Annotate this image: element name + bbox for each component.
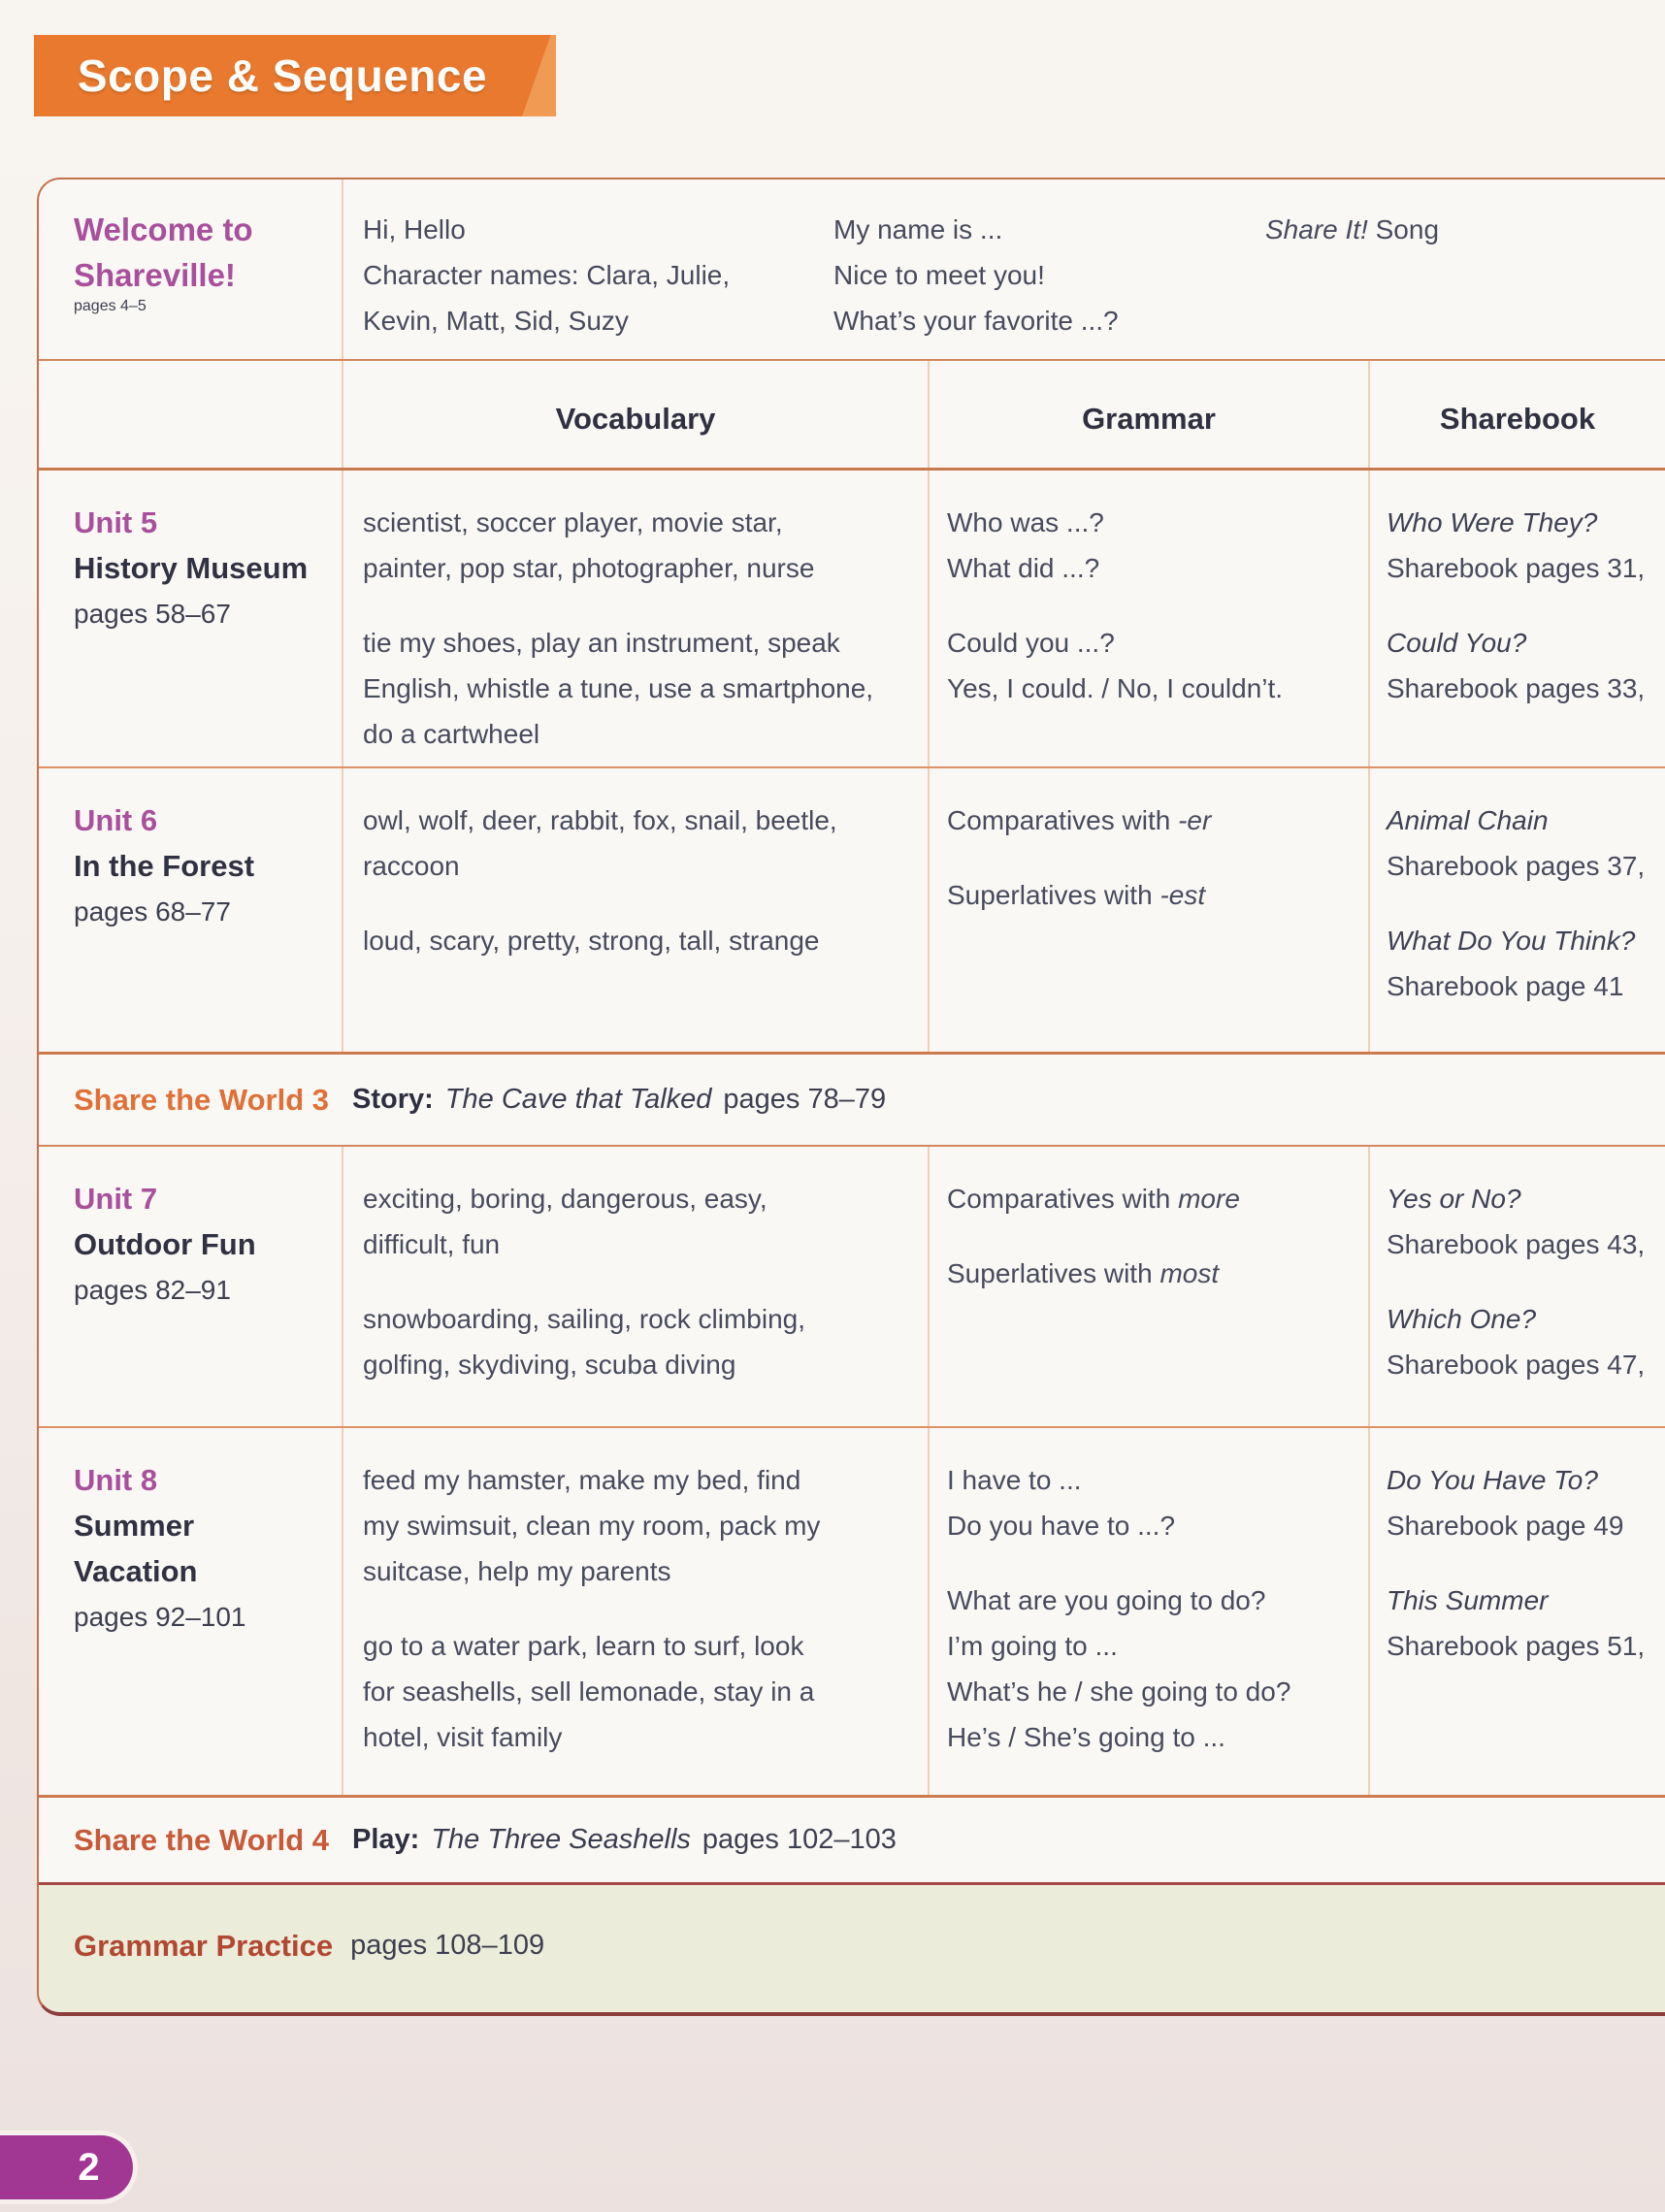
band-heading: Share the World 3 [74,1082,329,1117]
grammar-paragraph [947,1176,1360,1221]
sharebook-pages: Sharebook pages 31, [1387,553,1646,583]
welcome-pages: pages 4–5 [74,298,147,314]
sharebook-entry [1387,1296,1665,1387]
scope-sequence-table [37,178,1665,2016]
unit-5-sharebook-cell [1368,471,1665,766]
unit-6-sharebook-cell [1368,768,1665,1052]
grammar-term: -er [1178,805,1212,835]
header-grammar: Grammar [928,361,1368,468]
unit-7-grammar-cell [928,1147,1368,1426]
grammar-text: Comparatives with [947,1184,1179,1214]
unit-title: In the Forest [74,849,255,883]
vocabulary-paragraph: exciting, boring, dangerous, easy, difficult, fun [363,1184,767,1259]
song-label: Song [1367,214,1440,244]
grammar-paragraph: Could you ...? Yes, I could. / No, I couldn’t. [947,628,1284,703]
unit-6-vocabulary-cell [342,768,928,1052]
sharebook-title: What Do You Think? [1387,926,1636,956]
unit-8-grammar-cell [928,1428,1368,1795]
unit-title: History Museum [74,551,309,585]
sharebook-pages: Sharebook pages 37, [1387,851,1646,881]
share-the-world-4-band [39,1795,1665,1882]
unit-7-info-cell [39,1147,342,1426]
sharebook-entry [1387,1578,1665,1669]
sharebook-entry [1387,500,1665,591]
unit-8-info-cell [39,1428,342,1795]
vocabulary-paragraph: tie my shoes, play an instrument, speak English, whistle a tune, use a smartphone, do a cartwheel [363,628,874,749]
grammar-paragraph [947,797,1360,843]
band-story-title: The Cave that Talked [444,1084,712,1115]
sharebook-entry [1387,918,1665,1009]
welcome-title: Welcome to Shareville! [74,211,253,293]
column-header-row [39,359,1665,468]
sharebook-pages: Sharebook pages 47, [1387,1350,1646,1380]
grammar-text: Superlatives with [947,1258,1160,1288]
unit-8-sharebook-cell [1368,1428,1665,1795]
vocabulary-paragraph: snowboarding, sailing, rock climbing, golfing, skydiving, scuba diving [363,1304,805,1380]
band-pages: pages 78–79 [723,1084,887,1115]
sharebook-pages: Sharebook pages 33, [1387,673,1646,703]
unit-8-row [39,1426,1665,1795]
unit-6-row [39,766,1665,1052]
unit-number: Unit 7 [74,1182,158,1216]
grammar-paragraph: I have to ... Do you have to ...? [947,1465,1176,1541]
unit-number: Unit 5 [74,505,158,539]
grammar-term: most [1159,1258,1220,1288]
sharebook-entry [1387,620,1665,711]
welcome-row [39,179,1665,359]
grammar-term: -est [1159,880,1206,910]
unit-pages: pages 82–91 [74,1275,231,1305]
grammar-term: more [1178,1184,1240,1214]
header-vocabulary: Vocabulary [342,361,928,468]
unit-8-vocabulary-cell [342,1428,928,1795]
sharebook-entry [1387,1176,1665,1267]
song-title: Share It! [1265,214,1368,244]
welcome-info-cell [39,179,342,359]
sharebook-pages: Sharebook page 49 [1387,1511,1624,1541]
sharebook-pages: Sharebook pages 51, [1387,1631,1646,1661]
unit-7-vocabulary-cell [342,1147,928,1426]
grammar-paragraph: What are you going to do? I’m going to ... What’s he / she going to do? He’s / She’s going to ... [947,1585,1291,1752]
page-number-tab [0,2131,138,2204]
band-play-title: The Three Seashells [431,1824,691,1855]
band-heading: Share the World 4 [74,1822,329,1857]
unit-pages: pages 68–77 [74,896,231,927]
band-type-label: Play: [352,1824,420,1855]
unit-5-vocabulary-cell [342,471,928,766]
unit-number: Unit 6 [74,803,158,837]
sharebook-title: Do You Have To? [1387,1465,1598,1495]
scope-sequence-banner [34,35,556,116]
page-number: 2 [78,2145,100,2189]
share-the-world-3-band [39,1052,1665,1145]
header-sharebook: Sharebook [1368,361,1665,468]
band-type-label: Story: [352,1084,434,1115]
vocabulary-paragraph: loud, scary, pretty, strong, tall, strange [363,926,820,956]
welcome-song [1265,207,1439,252]
welcome-phrases: My name is ... Nice to meet you! What’s your favorite ...? [833,214,1119,336]
vocabulary-paragraph: owl, wolf, deer, rabbit, fox, snail, beetle, raccoon [363,805,837,881]
sharebook-title: This Summer [1387,1585,1549,1615]
welcome-greetings: Hi, Hello Character names: Clara, Julie, Kevin, Matt, Sid, Suzy [363,214,731,336]
unit-6-grammar-cell [928,768,1368,1052]
sharebook-title: Animal Chain [1387,805,1549,835]
grammar-paragraph: Who was ...? What did ...? [947,507,1104,583]
unit-5-info-cell [39,471,342,766]
band-pages: pages 102–103 [702,1824,897,1855]
unit-7-sharebook-cell [1368,1147,1665,1426]
unit-pages: pages 92–101 [74,1602,246,1632]
sharebook-pages: Sharebook page 41 [1387,971,1624,1001]
unit-title: Summer Vacation [74,1509,198,1588]
sharebook-title: Could You? [1387,628,1527,658]
sharebook-title: Yes or No? [1387,1184,1521,1214]
vocabulary-paragraph: feed my hamster, make my bed, find my swimsuit, clean my room, pack my suitcase, help my parents [363,1465,821,1586]
sharebook-pages: Sharebook pages 43, [1387,1229,1646,1259]
sharebook-entry [1387,797,1665,889]
banner-title: Scope & Sequence [77,50,488,101]
grammar-text: Superlatives with [947,880,1160,910]
grammar-practice-pages: pages 108–109 [350,1930,545,1961]
header-empty-cell [39,361,342,468]
unit-5-grammar-cell [928,471,1368,766]
grammar-practice-heading: Grammar Practice [74,1928,334,1963]
grammar-text: Comparatives with [947,805,1179,835]
grammar-paragraph [947,1251,1360,1296]
vocabulary-paragraph: scientist, soccer player, movie star, painter, pop star, photographer, nurse [363,507,815,583]
unit-7-row [39,1145,1665,1426]
grammar-practice-band [39,1882,1665,2016]
grammar-paragraph [947,872,1360,918]
vocabulary-paragraph: go to a water park, learn to surf, look for seashells, sell lemonade, stay in a hotel, visit family [363,1631,815,1752]
unit-title: Outdoor Fun [74,1227,256,1261]
unit-6-info-cell [39,768,342,1052]
sharebook-title: Which One? [1387,1304,1537,1334]
unit-5-row [39,468,1665,766]
sharebook-entry [1387,1457,1665,1548]
welcome-content-cell [342,179,1665,359]
unit-number: Unit 8 [74,1463,158,1497]
sharebook-title: Who Were They? [1387,507,1598,537]
unit-pages: pages 58–67 [74,599,231,629]
